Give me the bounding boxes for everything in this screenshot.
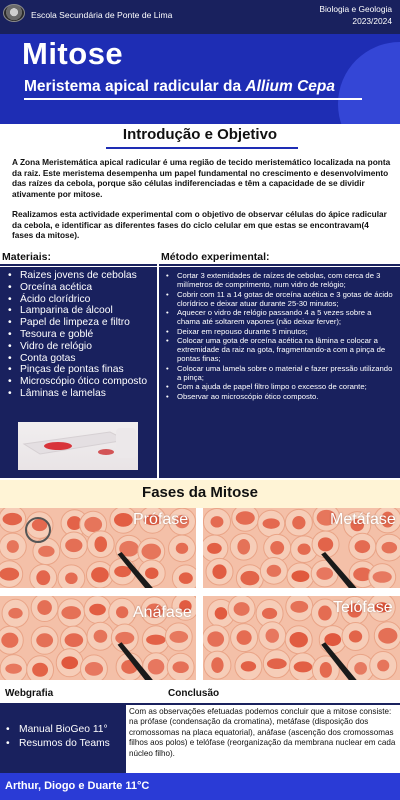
school-logo [3,4,25,22]
materials-list [8,270,147,400]
header-banner [0,34,400,124]
authors: Arthur, Diogo e Duarte 11°C [5,780,150,792]
method-step: • Cobrir com 11 a 14 gotas de orceína acética e 3 gotas de ácido clorídrico e deixar atuar durante 25-30 minutos; [166,290,396,308]
list-item: • Conta gotas [8,353,147,365]
school-name: Escola Secundária de Ponte de Lima [31,10,173,20]
subject-year [319,3,392,27]
phase-label-metaphase: Metáfase [330,511,396,528]
subtitle-species: Allium Cepa [245,78,335,95]
phases-heading: Fases da Mitose [142,484,258,501]
list-item: • Microscópio ótico composto [8,376,147,388]
subject-label: Biologia e Geologia [319,4,392,14]
method-heading: Método experimental: [159,251,400,266]
method-step: • Com a ajuda de papel filtro limpo o excesso de corante; [166,382,396,391]
poster-title: Mitose [22,36,124,71]
phase-label-prophase: Prófase [133,511,189,528]
school-year: 2023/2024 [352,16,392,26]
method-step: • Deixar em repouso durante 5 minutos; [166,327,396,336]
method-step: • Observar ao microscópio ótico composto. [166,392,396,401]
list-item: • Lâminas e lamelas [8,388,147,400]
list-item: • Vidro de relógio [8,341,147,353]
intro-heading: Introdução e Objetivo [122,126,278,143]
list-item: • Papel de limpeza e filtro [8,317,147,329]
phase-label-anaphase: Anáfase [133,604,192,621]
conclusion-heading: Conclusão [168,688,220,699]
intro-paragraph-2: Realizamos esta actividade experimental com o objetivo de observar células do ápice radicular da cebola, e identificar as diferentes fases do ciclo celular em que estas se encontravam(4 fases da mitose). [12,209,387,241]
subtitle-text: Meristema apical radicular da [24,78,246,95]
intro-underline [106,147,298,149]
list-item: • Resumos do Teams [6,737,110,751]
method-steps [166,271,396,401]
list-item: • Pinças de pontas finas [8,364,147,376]
slide-photo-graphic [18,422,138,470]
list-item: • Orceína acética [8,282,147,294]
webgrafia-list [6,723,110,751]
column-divider [157,251,159,478]
intro-paragraph-1: A Zona Meristemática apical radicular é uma região de tecido meristemático localizada na ponta da raiz. Este meristema desempenha um papel fundamental no crescimento e desenvolvimento das raízes da cebola, porque são células indiferenciadas e têm a capacidade de se dividir ativamente por mitose. [12,157,391,199]
phase-label-telophase: Telófase [333,599,393,616]
method-step: • Aquecer o vidro de relógio passando 4 a 5 vezes sobre a chama até soltarem vapores (não deixar ferver); [166,308,396,326]
list-item: • Tesoura e goblé [8,329,147,341]
webgrafia-heading: Webgrafia [5,688,54,699]
conclusion-text: Com as observações efetuadas podemos concluir que a mitose consiste: na prófase (condensação da cromatina), metáfase (disposição dos cromossomas na placa equatorial), anáfase (ascenção dos cromossomas filhos aos polos) e telófase (reorganização da membrana nuclear em cada núcleo filho). [129,707,396,758]
subtitle-underline [24,98,362,100]
list-item: • Ácido clorídrico [8,294,147,306]
method-step: • Colocar uma lamela sobre o material e fazer pressão utilizando a pinça; [166,364,396,382]
decorative-circle [338,42,400,124]
method-step: • Colocar uma gota de orceína acética na lâmina e colocar a extremidade da raiz na gota, fragmentando-a com a pinça de pontas finas; [166,336,396,363]
list-item: • Manual BioGeo 11° [6,723,110,737]
method-step: • Cortar 3 extemidades de raízes de cebolas, com cerca de 3 milímetros de comprimento, num vidro de relógio; [166,271,396,289]
materials-heading: Materiais: [0,251,157,266]
slide-photo [18,422,138,470]
list-item: • Lamparina de álcool [8,305,147,317]
poster-subtitle [24,78,335,96]
list-item: • Raizes jovens de cebolas [8,270,147,282]
